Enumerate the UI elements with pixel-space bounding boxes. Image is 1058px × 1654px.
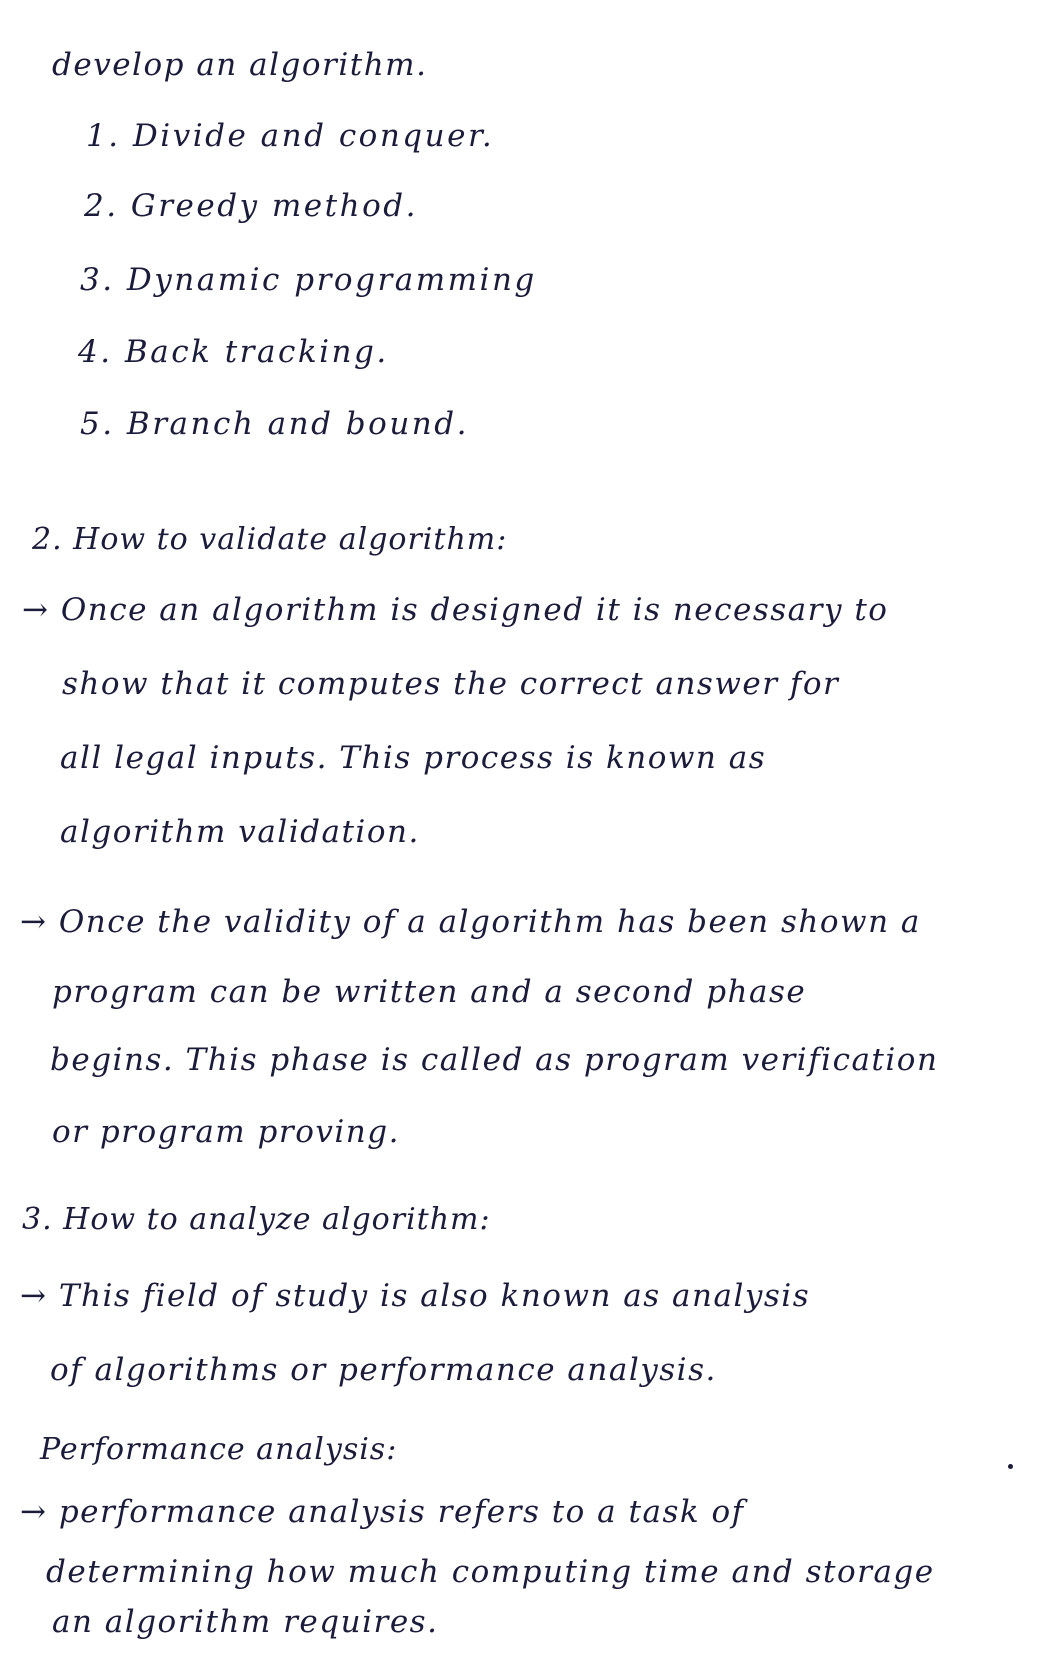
validate-para2-line-2: program can be written and a second phase: [52, 974, 807, 1010]
validate-para2-line-3: begins. This phase is called as program verification: [50, 1042, 939, 1078]
method-item-4: 4. Back tracking.: [78, 334, 389, 370]
method-item-1: 1. Divide and conquer.: [86, 118, 495, 154]
intro-line: develop an algorithm.: [52, 47, 428, 83]
validate-para2-line-1: → Once the validity of a algorithm has been shown a: [20, 904, 921, 940]
performance-para1-line-1: → performance analysis refers to a task of: [20, 1494, 745, 1530]
analyze-para1-line-1: → This field of study is also known as analysis: [20, 1278, 811, 1314]
performance-para1-line-3: an algorithm requires.: [52, 1604, 439, 1640]
validate-para1-line-1: → Once an algorithm is designed it is necessary to: [22, 592, 889, 628]
method-item-2: 2. Greedy method.: [84, 188, 418, 224]
performance-heading: Performance analysis:: [40, 1432, 398, 1467]
method-item-3: 3. Dynamic programming: [80, 262, 537, 298]
validate-para1-line-4: algorithm validation.: [60, 814, 420, 850]
pen-dot: [1008, 1464, 1013, 1469]
validate-para2-line-4: or program proving.: [52, 1114, 400, 1150]
validate-para1-line-2: show that it computes the correct answer for: [62, 666, 840, 702]
section-2-heading: 2. How to validate algorithm:: [32, 522, 508, 557]
validate-para1-line-3: all legal inputs. This process is known as: [60, 740, 767, 776]
analyze-para1-line-2: of algorithms or performance analysis.: [50, 1352, 717, 1388]
method-item-5: 5. Branch and bound.: [80, 406, 469, 442]
section-3-heading: 3. How to analyze algorithm:: [22, 1202, 491, 1237]
performance-para1-line-2: determining how much computing time and storage: [46, 1554, 935, 1590]
